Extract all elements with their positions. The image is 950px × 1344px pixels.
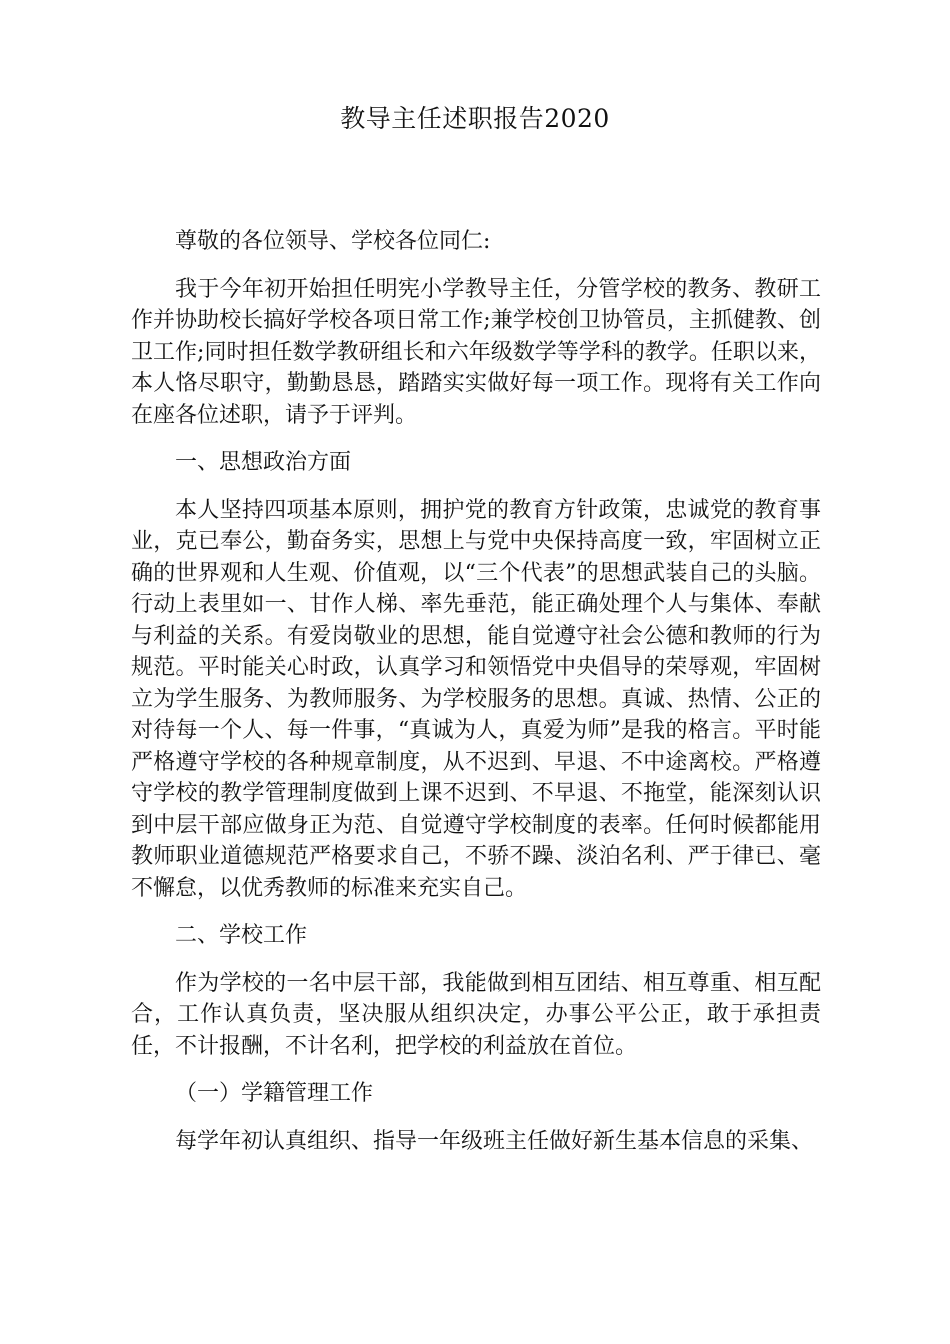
intro-paragraph: 我于今年初开始担任明宪小学教导主任，分管学校的教务、教研工作并协助校长搞好学校各项日常工作;兼学校创卫协管员，主抓健教、创卫工作;同时担任数学教研组长和六年级数学等学科的教学。任职以来，本人恪尽职守，勤勤恳恳，踏踏实实做好每一项工作。现将有关工作向在座各位述职，请予于评判。 — [131, 276, 821, 428]
salutation: 尊敬的各位领导、学校各位同仁: — [175, 229, 491, 254]
school-work-paragraph: 作为学校的一名中层干部，我能做到相互团结、相互尊重、相互配合，工作认真负责，坚决服从组织决定，办事公平公正，敢于承担责任，不计报酬，不计名利，把学校的利益放在首位。 — [131, 970, 821, 1059]
section-heading-school-work: 二、学校工作 — [175, 923, 308, 948]
section-heading-political: 一、思想政治方面 — [175, 450, 352, 475]
document-title: 教导主任述职报告2020 — [340, 104, 610, 133]
document-body — [131, 226, 821, 1173]
political-paragraph: 本人坚持四项基本原则，拥护党的教育方针政策，忠诚党的教育事业，克已奉公，勤奋务实，思想上与党中央保持高度一致，牢固树立正确的世界观和人生观、价值观，以“三个代表”的思想武装自己的头脑。行动上表里如一、甘作人梯、率先垂范，能正确处理个人与集体、奉献与利益的关系。有爱岗敬业的思想，能自觉遵守社会公德和教师的行为规范。平时能关心时政，认真学习和领悟党中央倡导的荣辱观，牢固树立为学生服务、为教师服务、为学校服务的思想。真诚、热情、公正的对待每一个人、每一件事，“真诚为人，真爱为师”是我的格言。平时能严格遵守学校的各种规章制度，从不迟到、早退、不中途离校。严格遵守学校的教学管理制度做到上课不迟到、不早退、不拖堂，能深刻认识到中层干部应做身正为范、自觉遵守学校制度的表率。任何时候都能用教师职业道德规范严格要求自己，不骄不躁、淡泊名利、严于律已、毫不懈怠，以优秀教师的标准来充实自己。 — [131, 497, 821, 901]
subsection-heading-enrollment: （一）学籍管理工作 — [175, 1081, 374, 1106]
enrollment-paragraph: 每学年初认真组织、指导一年级班主任做好新生基本信息的采集、 — [175, 1128, 814, 1154]
